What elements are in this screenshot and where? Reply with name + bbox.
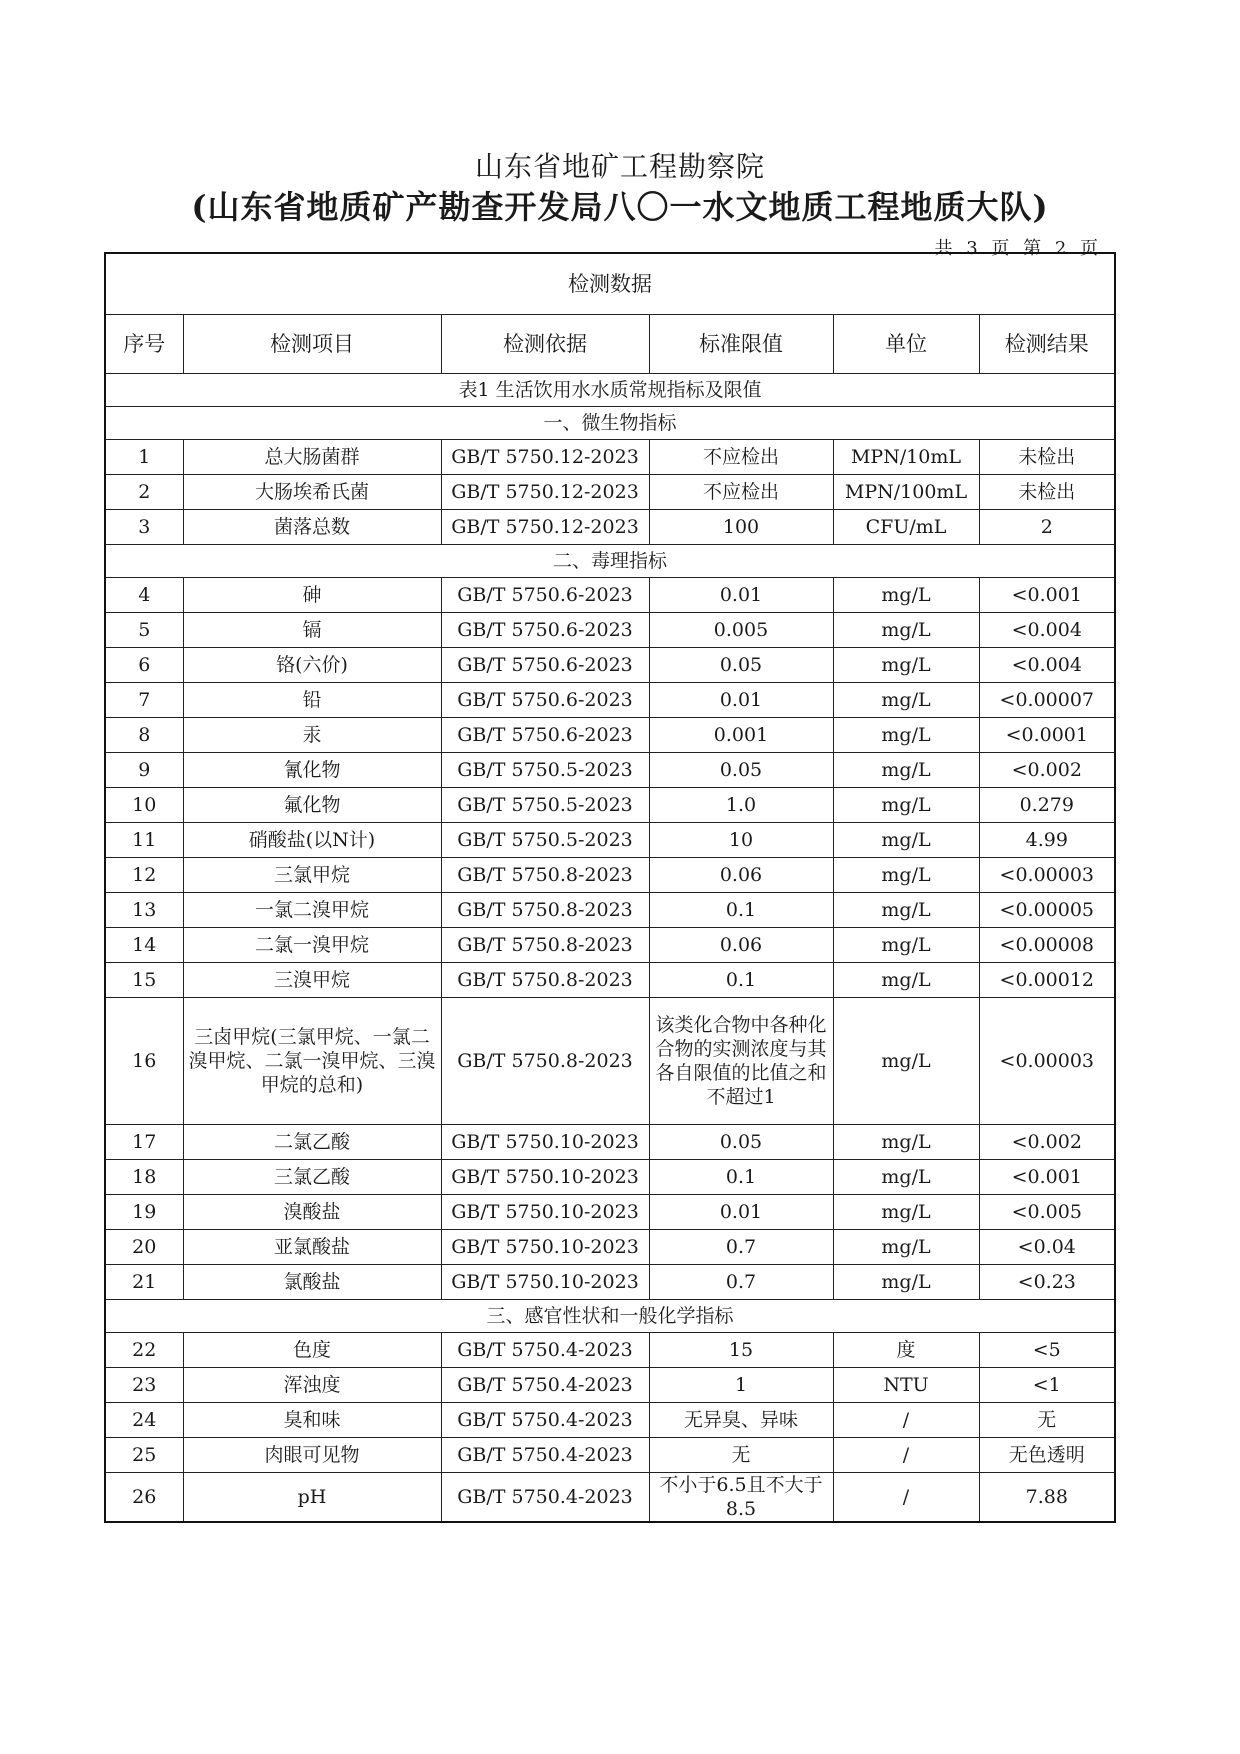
test-result: 未检出 xyxy=(979,475,1115,510)
row-number: 11 xyxy=(105,823,183,858)
unit: CFU/mL xyxy=(833,510,979,545)
test-method: GB/T 5750.6-2023 xyxy=(441,683,649,718)
standard-limit: 不应检出 xyxy=(649,440,833,475)
item-name: 铅 xyxy=(183,683,441,718)
standard-limit: 0.05 xyxy=(649,1125,833,1160)
test-method: GB/T 5750.8-2023 xyxy=(441,893,649,928)
table-row xyxy=(105,1265,1115,1300)
row-number: 14 xyxy=(105,928,183,963)
test-result: <0.0001 xyxy=(979,718,1115,753)
unit: MPN/10mL xyxy=(833,440,979,475)
row-number: 16 xyxy=(105,998,183,1125)
item-name: 三氯乙酸 xyxy=(183,1160,441,1195)
table-row xyxy=(105,1160,1115,1195)
standard-limit: 0.1 xyxy=(649,963,833,998)
table-row xyxy=(105,440,1115,475)
item-name: 二氯一溴甲烷 xyxy=(183,928,441,963)
row-number: 6 xyxy=(105,648,183,683)
item-name: 三氯甲烷 xyxy=(183,858,441,893)
unit: mg/L xyxy=(833,963,979,998)
table-header-row xyxy=(105,315,1115,374)
item-name: 硝酸盐(以N计) xyxy=(183,823,441,858)
unit: mg/L xyxy=(833,893,979,928)
table-title: 检测数据 xyxy=(105,253,1115,315)
item-name: 大肠埃希氏菌 xyxy=(183,475,441,510)
item-name: 溴酸盐 xyxy=(183,1195,441,1230)
table-row xyxy=(105,753,1115,788)
table-row xyxy=(105,1403,1115,1438)
test-result: <0.002 xyxy=(979,1125,1115,1160)
standard-limit: 0.06 xyxy=(649,928,833,963)
test-result: 无色透明 xyxy=(979,1438,1115,1473)
test-result: <0.00008 xyxy=(979,928,1115,963)
standard-limit: 0.01 xyxy=(649,683,833,718)
test-result: <0.00005 xyxy=(979,893,1115,928)
section-title: 二、毒理指标 xyxy=(105,545,1115,578)
test-method: GB/T 5750.10-2023 xyxy=(441,1125,649,1160)
test-result: <1 xyxy=(979,1368,1115,1403)
table-row xyxy=(105,823,1115,858)
row-number: 17 xyxy=(105,1125,183,1160)
row-number: 23 xyxy=(105,1368,183,1403)
table-row xyxy=(105,893,1115,928)
item-name: 总大肠菌群 xyxy=(183,440,441,475)
item-name: 浑浊度 xyxy=(183,1368,441,1403)
item-name: 氰化物 xyxy=(183,753,441,788)
test-result: <0.23 xyxy=(979,1265,1115,1300)
row-number: 25 xyxy=(105,1438,183,1473)
test-result: <0.00003 xyxy=(979,998,1115,1125)
table-row xyxy=(105,613,1115,648)
section-row xyxy=(105,545,1115,578)
test-method: GB/T 5750.12-2023 xyxy=(441,510,649,545)
unit: mg/L xyxy=(833,1230,979,1265)
test-method: GB/T 5750.6-2023 xyxy=(441,578,649,613)
standard-limit: 0.1 xyxy=(649,1160,833,1195)
unit: mg/L xyxy=(833,858,979,893)
item-name: 汞 xyxy=(183,718,441,753)
standard-limit: 0.01 xyxy=(649,578,833,613)
unit: mg/L xyxy=(833,788,979,823)
table-row xyxy=(105,963,1115,998)
test-result: <0.004 xyxy=(979,648,1115,683)
row-number: 24 xyxy=(105,1403,183,1438)
table-row xyxy=(105,1125,1115,1160)
row-number: 1 xyxy=(105,440,183,475)
test-result: <0.04 xyxy=(979,1230,1115,1265)
table-caption-row xyxy=(105,374,1115,407)
item-name: 三溴甲烷 xyxy=(183,963,441,998)
item-name: 臭和味 xyxy=(183,1403,441,1438)
row-number: 26 xyxy=(105,1473,183,1523)
item-name: 色度 xyxy=(183,1333,441,1368)
unit: / xyxy=(833,1473,979,1523)
row-number: 22 xyxy=(105,1333,183,1368)
row-number: 10 xyxy=(105,788,183,823)
unit: 度 xyxy=(833,1333,979,1368)
row-number: 19 xyxy=(105,1195,183,1230)
test-method: GB/T 5750.5-2023 xyxy=(441,788,649,823)
unit: mg/L xyxy=(833,1195,979,1230)
standard-limit: 10 xyxy=(649,823,833,858)
unit: mg/L xyxy=(833,718,979,753)
test-result: 0.279 xyxy=(979,788,1115,823)
test-method: GB/T 5750.12-2023 xyxy=(441,475,649,510)
row-number: 3 xyxy=(105,510,183,545)
table-row xyxy=(105,858,1115,893)
table-row xyxy=(105,510,1115,545)
unit: / xyxy=(833,1438,979,1473)
item-name: 砷 xyxy=(183,578,441,613)
data-table xyxy=(104,252,1116,1523)
row-number: 8 xyxy=(105,718,183,753)
table-row xyxy=(105,578,1115,613)
test-result: <0.001 xyxy=(979,1160,1115,1195)
test-result: 未检出 xyxy=(979,440,1115,475)
standard-limit: 0.1 xyxy=(649,893,833,928)
standard-limit: 无 xyxy=(649,1438,833,1473)
table-row xyxy=(105,683,1115,718)
section-row xyxy=(105,1300,1115,1333)
unit: mg/L xyxy=(833,613,979,648)
column-header: 检测依据 xyxy=(441,315,649,374)
test-method: GB/T 5750.4-2023 xyxy=(441,1403,649,1438)
item-name: 氟化物 xyxy=(183,788,441,823)
test-method: GB/T 5750.6-2023 xyxy=(441,648,649,683)
item-name: 二氯乙酸 xyxy=(183,1125,441,1160)
org-subname: (山东省地质矿产勘查开发局八〇一水文地质工程地质大队) xyxy=(191,188,1049,226)
standard-limit: 1 xyxy=(649,1368,833,1403)
test-result: <0.00007 xyxy=(979,683,1115,718)
unit: mg/L xyxy=(833,578,979,613)
test-method: GB/T 5750.8-2023 xyxy=(441,858,649,893)
test-method: GB/T 5750.4-2023 xyxy=(441,1368,649,1403)
test-result: 无 xyxy=(979,1403,1115,1438)
row-number: 13 xyxy=(105,893,183,928)
unit: mg/L xyxy=(833,1160,979,1195)
unit: mg/L xyxy=(833,998,979,1125)
test-method: GB/T 5750.6-2023 xyxy=(441,613,649,648)
unit: mg/L xyxy=(833,928,979,963)
unit: mg/L xyxy=(833,823,979,858)
standard-limit: 该类化合物中各种化合物的实测浓度与其各自限值的比值之和不超过1 xyxy=(649,998,833,1125)
test-method: GB/T 5750.4-2023 xyxy=(441,1438,649,1473)
standard-limit: 0.01 xyxy=(649,1195,833,1230)
standard-limit: 1.0 xyxy=(649,788,833,823)
table-row xyxy=(105,718,1115,753)
row-number: 4 xyxy=(105,578,183,613)
section-title: 三、感官性状和一般化学指标 xyxy=(105,1300,1115,1333)
row-number: 9 xyxy=(105,753,183,788)
table-title-row xyxy=(105,253,1115,315)
org-name: 山东省地矿工程勘察院 xyxy=(474,150,765,183)
standard-limit: 无异臭、异味 xyxy=(649,1403,833,1438)
standard-limit: 0.7 xyxy=(649,1230,833,1265)
test-result: 4.99 xyxy=(979,823,1115,858)
item-name: 镉 xyxy=(183,613,441,648)
standard-limit: 0.001 xyxy=(649,718,833,753)
column-header: 序号 xyxy=(105,315,183,374)
table-caption: 表1 生活饮用水水质常规指标及限值 xyxy=(105,374,1115,407)
table-row xyxy=(105,1368,1115,1403)
item-name: 菌落总数 xyxy=(183,510,441,545)
table-row xyxy=(105,788,1115,823)
test-result: 2 xyxy=(979,510,1115,545)
row-number: 2 xyxy=(105,475,183,510)
table-row xyxy=(105,998,1115,1125)
test-method: GB/T 5750.10-2023 xyxy=(441,1230,649,1265)
test-method: GB/T 5750.6-2023 xyxy=(441,718,649,753)
section-row xyxy=(105,407,1115,440)
item-name: 铬(六价) xyxy=(183,648,441,683)
test-result: <0.004 xyxy=(979,613,1115,648)
row-number: 15 xyxy=(105,963,183,998)
table-row xyxy=(105,648,1115,683)
row-number: 7 xyxy=(105,683,183,718)
table-row xyxy=(105,1230,1115,1265)
page-indicator: 共 3 页 第 2 页 xyxy=(934,238,1102,259)
test-method: GB/T 5750.5-2023 xyxy=(441,823,649,858)
standard-limit: 不应检出 xyxy=(649,475,833,510)
table-row xyxy=(105,475,1115,510)
test-result: <5 xyxy=(979,1333,1115,1368)
item-name: pH xyxy=(183,1473,441,1523)
unit: MPN/100mL xyxy=(833,475,979,510)
test-result: <0.002 xyxy=(979,753,1115,788)
table-row xyxy=(105,928,1115,963)
standard-limit: 0.7 xyxy=(649,1265,833,1300)
test-result: <0.005 xyxy=(979,1195,1115,1230)
row-number: 20 xyxy=(105,1230,183,1265)
test-result: <0.00012 xyxy=(979,963,1115,998)
row-number: 12 xyxy=(105,858,183,893)
test-method: GB/T 5750.5-2023 xyxy=(441,753,649,788)
table-row xyxy=(105,1195,1115,1230)
test-result: <0.00003 xyxy=(979,858,1115,893)
test-method: GB/T 5750.10-2023 xyxy=(441,1265,649,1300)
standard-limit: 0.005 xyxy=(649,613,833,648)
table-row xyxy=(105,1473,1115,1523)
unit: mg/L xyxy=(833,1125,979,1160)
test-method: GB/T 5750.8-2023 xyxy=(441,963,649,998)
item-name: 一氯二溴甲烷 xyxy=(183,893,441,928)
test-result: 7.88 xyxy=(979,1473,1115,1523)
unit: mg/L xyxy=(833,753,979,788)
item-name: 三卤甲烷(三氯甲烷、一氯二溴甲烷、二氯一溴甲烷、三溴甲烷的总和) xyxy=(183,998,441,1125)
table-row xyxy=(105,1333,1115,1368)
item-name: 肉眼可见物 xyxy=(183,1438,441,1473)
table-row xyxy=(105,1438,1115,1473)
item-name: 氯酸盐 xyxy=(183,1265,441,1300)
standard-limit: 0.05 xyxy=(649,648,833,683)
unit: / xyxy=(833,1403,979,1438)
column-header: 检测结果 xyxy=(979,315,1115,374)
column-header: 标准限值 xyxy=(649,315,833,374)
column-header: 检测项目 xyxy=(183,315,441,374)
row-number: 5 xyxy=(105,613,183,648)
item-name: 亚氯酸盐 xyxy=(183,1230,441,1265)
unit: mg/L xyxy=(833,648,979,683)
standard-limit: 15 xyxy=(649,1333,833,1368)
section-title: 一、微生物指标 xyxy=(105,407,1115,440)
standard-limit: 不小于6.5且不大于8.5 xyxy=(649,1473,833,1523)
row-number: 18 xyxy=(105,1160,183,1195)
column-header: 单位 xyxy=(833,315,979,374)
test-method: GB/T 5750.8-2023 xyxy=(441,928,649,963)
test-method: GB/T 5750.4-2023 xyxy=(441,1473,649,1523)
row-number: 21 xyxy=(105,1265,183,1300)
test-result: <0.001 xyxy=(979,578,1115,613)
test-method: GB/T 5750.4-2023 xyxy=(441,1333,649,1368)
unit: mg/L xyxy=(833,1265,979,1300)
unit: NTU xyxy=(833,1368,979,1403)
test-method: GB/T 5750.12-2023 xyxy=(441,440,649,475)
test-method: GB/T 5750.8-2023 xyxy=(441,998,649,1125)
standard-limit: 0.06 xyxy=(649,858,833,893)
unit: mg/L xyxy=(833,683,979,718)
standard-limit: 0.05 xyxy=(649,753,833,788)
test-method: GB/T 5750.10-2023 xyxy=(441,1195,649,1230)
test-method: GB/T 5750.10-2023 xyxy=(441,1160,649,1195)
standard-limit: 100 xyxy=(649,510,833,545)
